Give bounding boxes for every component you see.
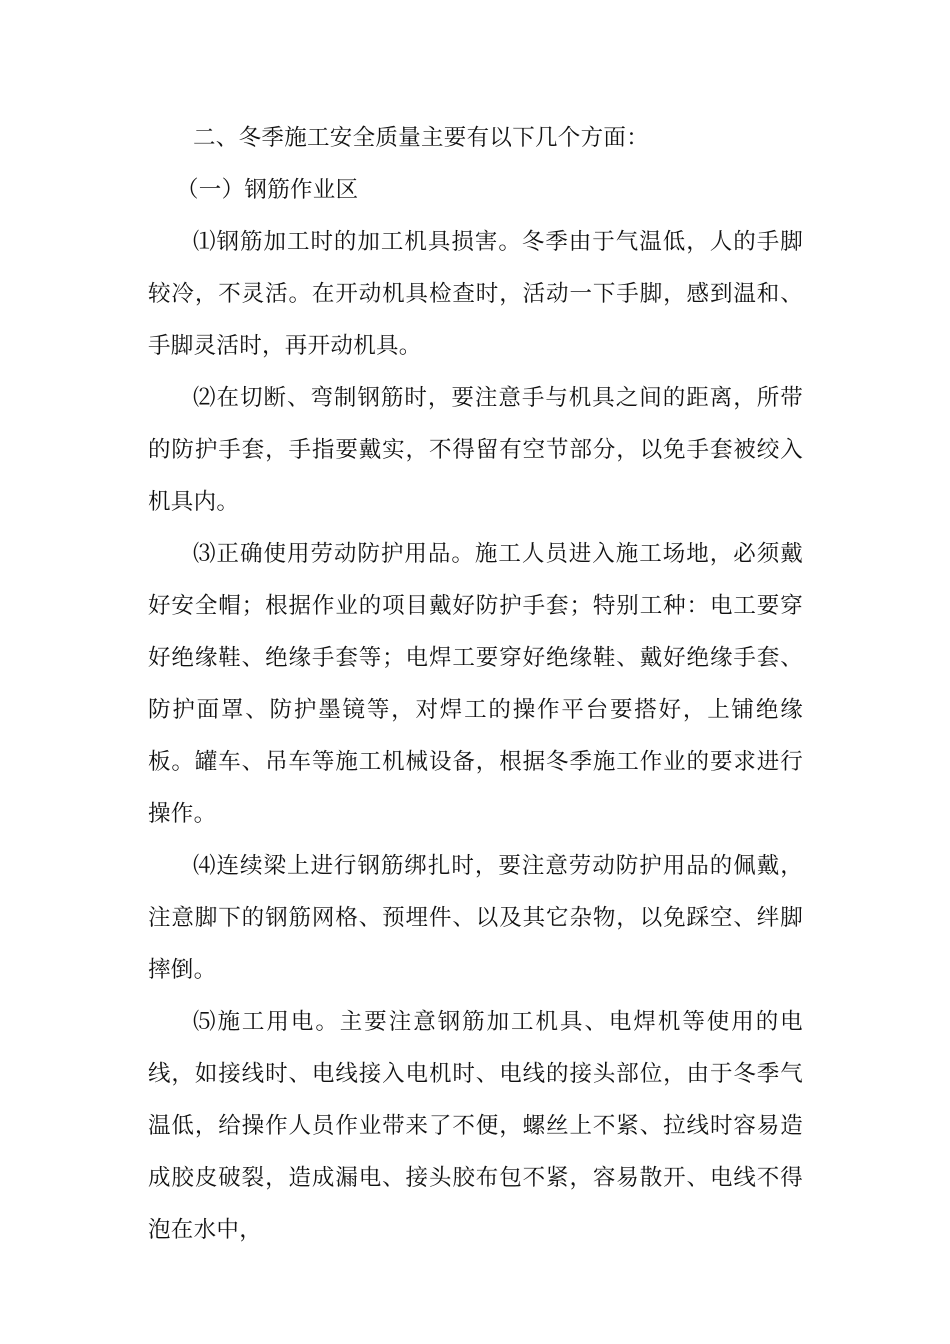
paragraph-5: ⑸施工用电。主要注意钢筋加工机具、电焊机等使用的电线，如接线时、电线接入电机时、电线的接头部位，由于冬季气温低，给操作人员作业带来了不便，螺丝上不紧、拉线时容易造成胶皮破裂，造成漏电、接头胶布包不紧，容易散开、电线不得泡在水中， (148, 1009, 803, 1243)
section-heading: 二、冬季施工安全质量主要有以下几个方面： (193, 125, 650, 151)
paragraph-1: ⑴钢筋加工时的加工机具损害。冬季由于气温低，人的手脚较冷，不灵活。在开动机具检查时，活动一下手脚，感到温和、手脚灵活时，再开动机具。 (148, 229, 803, 359)
subsection-heading: （一）钢筋作业区 (176, 177, 359, 203)
paragraph-2: ⑵在切断、弯制钢筋时，要注意手与机具之间的距离，所带的防护手套，手指要戴实，不得留有空节部分，以免手套被绞入机具内。 (148, 385, 803, 515)
paragraph-3: ⑶正确使用劳动防护用品。施工人员进入施工场地，必须戴好安全帽；根据作业的项目戴好防护手套；特别工种：电工要穿好绝缘鞋、绝缘手套等；电焊工要穿好绝缘鞋、戴好绝缘手套、防护面罩、防护墨镜等，对焊工的操作平台要搭好，上铺绝缘板。罐车、吊车等施工机械设备，根据冬季施工作业的要求进行操作。 (148, 541, 803, 827)
paragraph-4: ⑷连续梁上进行钢筋绑扎时，要注意劳动防护用品的佩戴，注意脚下的钢筋网格、预埋件、以及其它杂物，以免踩空、绊脚摔倒。 (148, 853, 803, 983)
document-body (148, 112, 803, 1256)
